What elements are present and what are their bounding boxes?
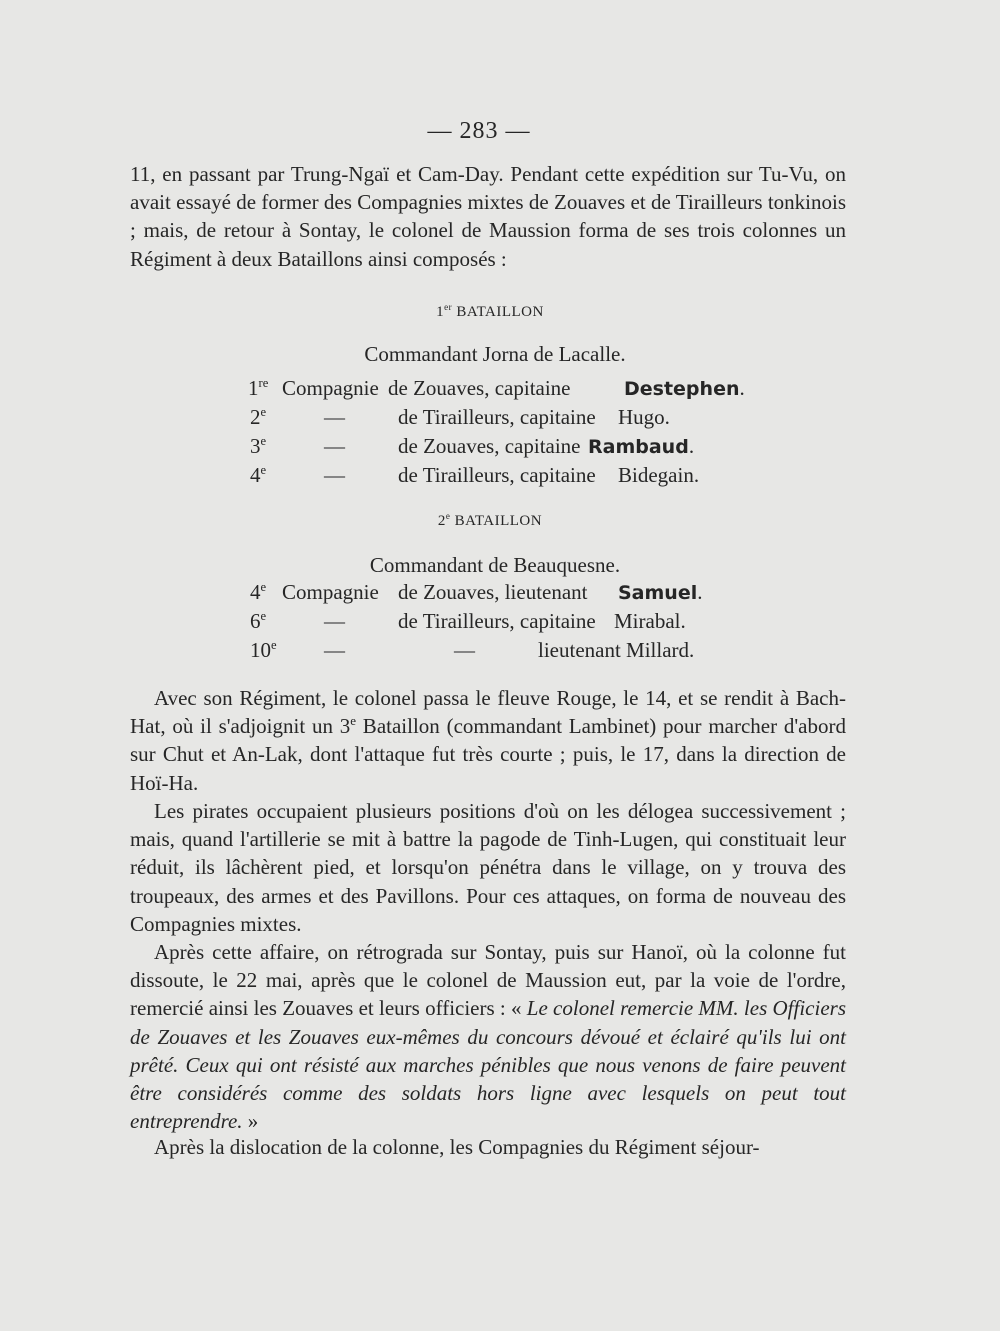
- company-ordinal: 4e: [250, 580, 267, 604]
- battalion-1-number: 1: [436, 304, 445, 320]
- company-branch: de Tirailleurs, capitaine: [398, 463, 596, 487]
- company-branch: de Tirailleurs, capitaine: [398, 609, 596, 633]
- company-officer: Bidegain.: [618, 463, 700, 487]
- paragraph-dissolution: Après cette affaire, on rétrograda sur Sontay, puis sur Hanoï, où la colonne fut dissoute, le 22 mai, après que le colonel de Maussion eut, par la voie de l'ordre, remercié ainsi les Zouaves et leurs officiers : « Le colonel remercie MM. les Officiers de Zouaves et les Zouaves eux-mêmes du concours dévoué et éclairé qu'ils lui ont prêté. Ceux qui ont résisté aux marches pénibles que nous venons de faire peuvent être considérés comme des soldats hors ligne avec lesquels on peut tout entreprendre. »: [130, 940, 846, 1134]
- company-ordinal: 3e: [250, 434, 267, 458]
- company-branch: de Zouaves, capitaine: [388, 376, 571, 400]
- company-ordinal: 6e: [250, 609, 267, 633]
- company-kind: —: [324, 638, 345, 662]
- company-officer: Samuel.: [618, 580, 703, 604]
- company-ordinal: 4e: [250, 463, 267, 487]
- company-kind: —: [324, 434, 345, 458]
- company-ordinal: 2e: [250, 405, 267, 429]
- page-number: — 283 —: [427, 118, 531, 144]
- battalion-2-number-sup: e: [445, 511, 451, 521]
- company-kind: Compagnie: [282, 580, 379, 604]
- company-officer: Rambaud.: [588, 434, 695, 458]
- intro-paragraph: 11, en passant par Trung-Ngaï et Cam-Day. Pendant cette expédition sur Tu-Vu, on avait essayé de former des Compagnies mixtes de Zouaves et de Tirailleurs tonkinois ; mais, de retour à Sontay, le colonel de Maussion forma de ses trois colonnes un Régiment à deux Bataillons ainsi composés :: [130, 162, 846, 271]
- company-ordinal: 10e: [250, 638, 277, 662]
- company-officer: lieutenant Millard.: [538, 638, 695, 662]
- company-ordinal: 1re: [248, 376, 269, 400]
- company-kind: Compagnie: [282, 376, 379, 400]
- battalion-2-number: 2: [437, 513, 446, 529]
- battalion-1-heading: [0, 304, 980, 321]
- company-branch: de Zouaves, capitaine: [398, 434, 581, 458]
- company-kind: —: [324, 405, 345, 429]
- company-officer: Destephen.: [624, 376, 745, 400]
- colonel-order-quote: Le colonel remercie MM. les Officiers de Zouaves et les Zouaves eux-mêmes du concours dévoué et éclairé qu'ils lui ont prêté. Ceux qui ont résisté aux marches pénibles que nous venons de faire peuvent être considérés comme des soldats hors ligne avec lesquels on peut tout entreprendre.: [130, 996, 846, 1134]
- battalion-1-label: BATAILLON: [456, 304, 544, 320]
- company-officer: Mirabal.: [614, 609, 686, 633]
- battalion-2-label: BATAILLON: [454, 513, 543, 529]
- paragraph-regiment-march: Avec son Régiment, le colonel passa le fleuve Rouge, le 14, et se rendit à Bach-Hat, où il s'adjoignit un 3e Bataillon (commandant Lambinet) pour marcher d'abord sur Chut et An-Lak, dont l'attaque fut très courte ; puis, le 17, dans la direction de Hoï-Ha.: [130, 686, 846, 795]
- company-branch: —: [454, 638, 475, 662]
- company-kind: —: [324, 463, 345, 487]
- battalion-1-commander: Commandant Jorna de Lacalle.: [364, 342, 626, 366]
- company-branch: de Zouaves, lieutenant: [398, 580, 588, 604]
- company-kind: —: [324, 609, 345, 633]
- battalion-2-heading: [0, 513, 980, 530]
- battalion-1-number-sup: er: [444, 302, 453, 312]
- company-officer: Hugo.: [618, 405, 670, 429]
- company-branch: de Tirailleurs, capitaine: [398, 405, 596, 429]
- paragraph-pirates: Les pirates occupaient plusieurs positions d'où on les délogea successivement ; mais, quand l'artillerie se mit à battre la pagode de Tinh-Lugen, qui constituait leur réduit, ils lâchèrent pied, et lorsqu'on pénétra dans le village, on y trouva des troupeaux, des armes et des Pavillons. Pour ces attaques, on forma de nouveau des Compagnies mixtes.: [130, 799, 846, 936]
- battalion-2-commander: Commandant de Beauquesne.: [369, 553, 621, 577]
- paragraph-after-dislocation: Après la dislocation de la colonne, les Compagnies du Régiment séjour-: [154, 1135, 760, 1159]
